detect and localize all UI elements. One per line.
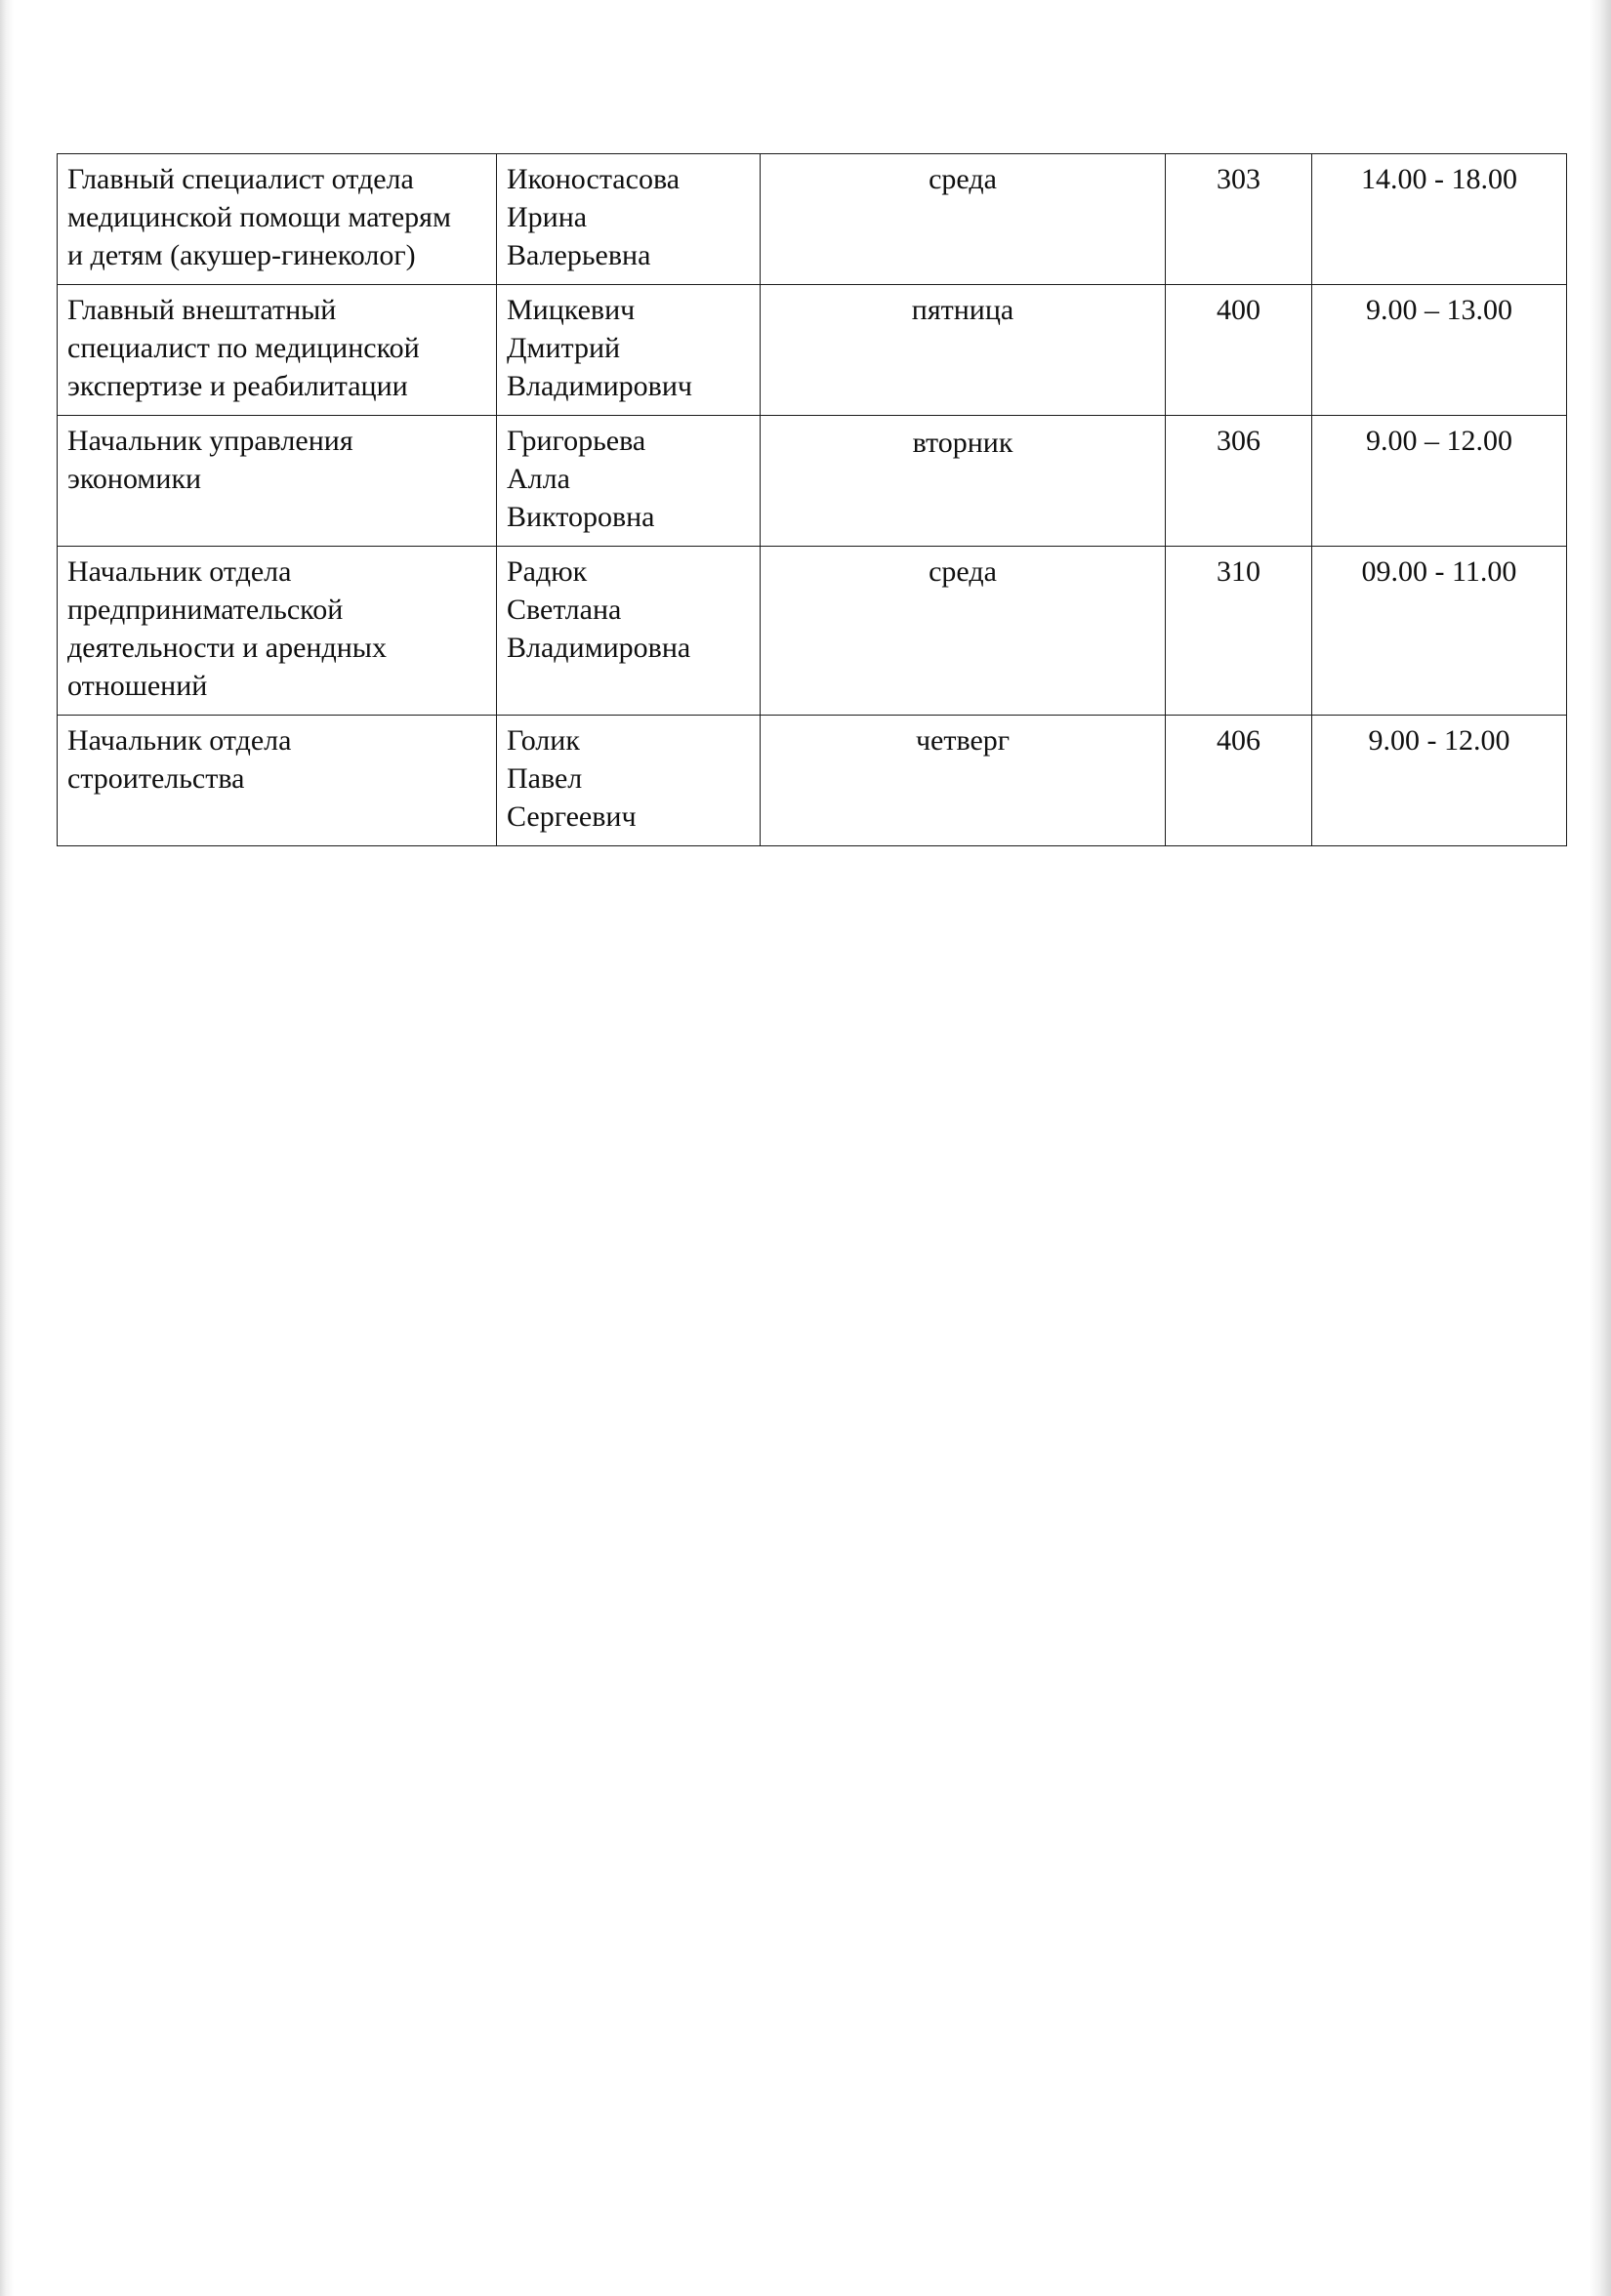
schedule-table bbox=[57, 153, 1567, 846]
cell-time-range: 9.00 – 12.00 bbox=[1312, 416, 1567, 547]
cell-time-range: 09.00 - 11.00 bbox=[1312, 547, 1567, 716]
cell-position bbox=[58, 154, 497, 285]
position-line: специалист по медицинской bbox=[67, 332, 420, 364]
cell-position bbox=[58, 416, 497, 547]
cell-day: среда bbox=[761, 154, 1166, 285]
scan-edge-right bbox=[1590, 0, 1611, 2296]
position-line: строительства bbox=[67, 762, 245, 795]
cell-person-name bbox=[497, 416, 761, 547]
person-name-line: Голик bbox=[507, 724, 580, 757]
person-name-line: Светлана bbox=[507, 594, 622, 626]
cell-person-name bbox=[497, 154, 761, 285]
cell-person-name bbox=[497, 547, 761, 716]
cell-room-number: 306 bbox=[1166, 416, 1312, 547]
cell-day: вторник bbox=[761, 416, 1166, 547]
position-line: Главный специалист отдела bbox=[67, 163, 414, 195]
person-name-line: Ирина bbox=[507, 201, 588, 233]
cell-person-name bbox=[497, 285, 761, 416]
cell-time-range: 9.00 - 12.00 bbox=[1312, 716, 1567, 846]
position-line: Начальник отдела bbox=[67, 555, 292, 588]
person-name-line: Сергеевич bbox=[507, 800, 637, 833]
schedule-table-body bbox=[58, 154, 1567, 846]
cell-person-name bbox=[497, 716, 761, 846]
person-name-line: Владимирович bbox=[507, 370, 692, 402]
cell-position bbox=[58, 547, 497, 716]
cell-position bbox=[58, 285, 497, 416]
person-name-line: Григорьева bbox=[507, 425, 646, 457]
cell-room-number: 310 bbox=[1166, 547, 1312, 716]
cell-time-range: 14.00 - 18.00 bbox=[1312, 154, 1567, 285]
schedule-table-container bbox=[57, 153, 1566, 846]
position-line: медицинской помощи матерям bbox=[67, 201, 451, 233]
cell-day: четверг bbox=[761, 716, 1166, 846]
table-row bbox=[58, 154, 1567, 285]
cell-room-number: 303 bbox=[1166, 154, 1312, 285]
person-name-line: Дмитрий bbox=[507, 332, 621, 364]
position-line: экспертизе и реабилитации bbox=[67, 370, 408, 402]
table-row bbox=[58, 285, 1567, 416]
person-name-line: Иконостасова bbox=[507, 163, 681, 195]
cell-room-number: 400 bbox=[1166, 285, 1312, 416]
position-line: Главный внештатный bbox=[67, 294, 337, 326]
person-name-line: Владимировна bbox=[507, 632, 691, 664]
position-line: предпринимательской bbox=[67, 594, 344, 626]
position-line: отношений bbox=[67, 670, 208, 702]
position-line: и детям (акушер-гинеколог) bbox=[67, 239, 416, 271]
person-name-line: Мицкевич bbox=[507, 294, 636, 326]
cell-position bbox=[58, 716, 497, 846]
position-line: экономики bbox=[67, 463, 202, 495]
person-name-line: Валерьевна bbox=[507, 239, 651, 271]
cell-day: среда bbox=[761, 547, 1166, 716]
position-line: деятельности и арендных bbox=[67, 632, 387, 664]
position-line: Начальник отдела bbox=[67, 724, 292, 757]
cell-room-number: 406 bbox=[1166, 716, 1312, 846]
table-row bbox=[58, 716, 1567, 846]
position-line: Начальник управления bbox=[67, 425, 353, 457]
cell-day: пятница bbox=[761, 285, 1166, 416]
table-row bbox=[58, 547, 1567, 716]
person-name-line: Радюк bbox=[507, 555, 588, 588]
cell-time-range: 9.00 – 13.00 bbox=[1312, 285, 1567, 416]
person-name-line: Павел bbox=[507, 762, 583, 795]
table-row bbox=[58, 416, 1567, 547]
person-name-line: Алла bbox=[507, 463, 570, 495]
person-name-line: Викторовна bbox=[507, 501, 655, 533]
scan-edge-left bbox=[0, 0, 14, 2296]
